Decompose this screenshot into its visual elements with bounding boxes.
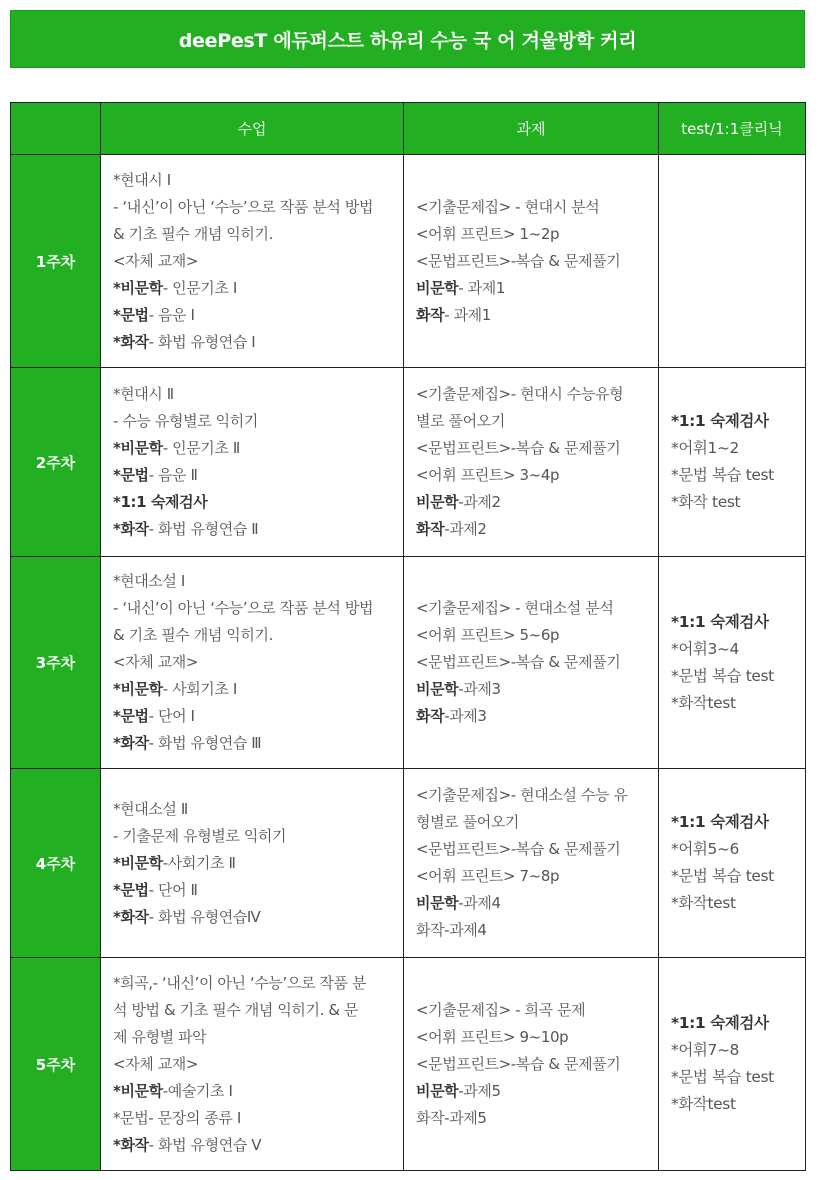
line-text: - 음운 Ⅰ <box>148 305 195 324</box>
class-cell <box>101 958 404 1171</box>
line-text: *화작test <box>671 894 736 912</box>
cell-line <box>416 622 648 649</box>
cell-line <box>113 1024 393 1051</box>
week-label: 1주차 <box>11 155 101 368</box>
header-empty <box>11 103 101 155</box>
bold-label: 비문학 <box>416 278 459 297</box>
cell-line <box>671 435 795 462</box>
cell-line <box>671 663 795 690</box>
test-cell <box>659 958 806 1171</box>
line-text: *어휘5~6 <box>671 840 740 858</box>
line-text: - 수능 유형별로 익히기 <box>113 412 258 430</box>
cell-line <box>416 275 648 302</box>
cell-line <box>113 649 393 676</box>
line-text: -예술기초 Ⅰ <box>162 1081 233 1100</box>
bold-label: 비문학 <box>416 680 459 698</box>
test-cell <box>659 557 806 769</box>
cell-line <box>113 516 393 543</box>
table-body <box>11 155 806 1171</box>
bold-label: *1:1 숙제검사 <box>671 612 769 631</box>
line-text: *희곡,- ‘내신’이 아닌 ‘수능’으로 작품 분 <box>113 973 367 992</box>
cell-line <box>416 997 648 1024</box>
header-test: test/1:1클리닉 <box>659 103 806 155</box>
line-text: <문법프린트>-복습 & 문제풀기 <box>416 653 621 671</box>
header-class: 수업 <box>101 103 404 155</box>
line-text: <어휘 프린트> 3~4p <box>416 466 560 484</box>
test-cell <box>659 155 806 368</box>
line-text: & 기초 필수 개념 익히기. <box>113 224 273 243</box>
cell-line <box>416 194 648 221</box>
line-text: *어휘3~4 <box>671 639 740 658</box>
cell-line <box>671 836 795 863</box>
cell-line <box>416 809 648 836</box>
bold-label: 화작 <box>416 305 445 324</box>
table-row <box>11 368 806 557</box>
cell-line <box>416 917 648 944</box>
cell-line <box>113 904 393 931</box>
line-text: <어휘 프린트> 7~8p <box>416 867 560 885</box>
line-text: 화작-과제5 <box>416 1108 487 1127</box>
bold-label: 비문학 <box>416 493 459 511</box>
cell-line <box>113 489 393 516</box>
cell-line <box>671 690 795 717</box>
line-text: -과제3 <box>444 707 487 725</box>
line-text: *현대소설 Ⅱ <box>113 799 188 818</box>
cell-line <box>671 408 795 435</box>
bold-label: *1:1 숙제검사 <box>671 813 769 831</box>
line-text: *화작test <box>671 693 736 712</box>
line-text: *어휘1~2 <box>671 439 740 457</box>
cell-line <box>671 1037 795 1064</box>
bold-label: *1:1 숙제검사 <box>113 493 208 511</box>
cell-line <box>416 489 648 516</box>
cell-line <box>416 516 648 543</box>
cell-line <box>416 302 648 329</box>
line-text: - ‘내신’이 아닌 ‘수능’으로 작품 분석 방법 <box>113 599 374 617</box>
cell-line <box>113 622 393 649</box>
bold-label: *문법 <box>113 466 149 484</box>
line-text: 형별로 풀어오기 <box>416 813 519 831</box>
bold-label: *비문학 <box>113 1081 163 1100</box>
line-text: *화작 test <box>671 493 741 511</box>
line-text: - ‘내신’이 아닌 ‘수능’으로 작품 분석 방법 <box>113 197 374 216</box>
class-cell <box>101 155 404 368</box>
task-cell <box>404 557 659 769</box>
line-text: <문법프린트>-복습 & 문제풀기 <box>416 439 621 457</box>
cell-line <box>416 649 648 676</box>
bold-label: 비문학 <box>416 894 459 912</box>
cell-line <box>416 863 648 890</box>
class-cell <box>101 368 404 557</box>
week-label: 2주차 <box>11 368 101 557</box>
cell-line <box>113 568 393 595</box>
cell-line <box>671 1091 795 1118</box>
line-text: *문법 복습 test <box>671 466 774 484</box>
bold-label: *비문학 <box>113 439 163 457</box>
cell-line <box>416 462 648 489</box>
line-text: <기출문제집>- 현대시 수능유형 <box>416 385 624 403</box>
cell-line <box>113 1132 393 1159</box>
header-task: 과제 <box>404 103 659 155</box>
cell-line <box>671 863 795 890</box>
bold-label: *문법 <box>113 707 149 725</box>
table-row <box>11 769 806 958</box>
bold-label: *비문학 <box>113 853 163 872</box>
line-text: 석 방법 & 기초 필수 개념 익히기. & 문 <box>113 1000 359 1019</box>
bold-label: 화작 <box>416 707 445 725</box>
cell-line <box>671 636 795 663</box>
bold-label: *문법 <box>113 305 149 324</box>
line-text: <자체 교재> <box>113 251 199 270</box>
cell-line <box>416 435 648 462</box>
line-text: - 화법 유형연습Ⅳ <box>148 907 261 926</box>
cell-line <box>113 595 393 622</box>
line-text: - 기출문제 유형별로 익히기 <box>113 826 287 845</box>
line-text: - 화법 유형연습 Ⅴ <box>148 1135 262 1154</box>
test-cell <box>659 368 806 557</box>
bold-label: *비문학 <box>113 680 163 698</box>
cell-line <box>416 408 648 435</box>
line-text: - 과제1 <box>458 278 505 297</box>
cell-line <box>416 381 648 408</box>
cell-line <box>113 1105 393 1132</box>
bold-label: *문법 <box>113 880 149 899</box>
cell-line <box>416 1051 648 1078</box>
cell-line <box>113 381 393 408</box>
cell-line <box>671 809 795 836</box>
line-text: - 단어 Ⅰ <box>148 707 195 725</box>
cell-line <box>416 836 648 863</box>
cell-line <box>416 890 648 917</box>
title-banner <box>10 10 805 68</box>
cell-line <box>113 997 393 1024</box>
class-cell <box>101 557 404 769</box>
curriculum-table <box>10 102 806 1171</box>
line-text: *어휘7~8 <box>671 1041 740 1059</box>
line-text: -과제2 <box>444 520 487 538</box>
cell-line <box>113 167 393 194</box>
line-text: *문법 복습 test <box>671 867 774 885</box>
cell-line <box>113 221 393 248</box>
line-text: *문법 복습 test <box>671 1068 774 1086</box>
cell-line <box>671 1010 795 1037</box>
table-row <box>11 557 806 769</box>
cell-line <box>113 676 393 703</box>
bold-label: *비문학 <box>113 278 163 297</box>
cell-line <box>416 782 648 809</box>
cell-line <box>113 435 393 462</box>
line-text: *문법- 문장의 종류 Ⅰ <box>113 1108 241 1127</box>
line-text: <문법프린트>-복습 & 문제풀기 <box>416 840 621 858</box>
task-cell <box>404 368 659 557</box>
line-text: <어휘 프린트> 9~10p <box>416 1027 569 1046</box>
line-text: 화작-과제4 <box>416 921 487 939</box>
line-text: <자체 교재> <box>113 653 199 671</box>
line-text: - 화법 유형연습 Ⅰ <box>148 332 256 351</box>
line-text: - 사회기초 Ⅰ <box>162 680 237 698</box>
line-text: <기출문제집> - 현대시 분석 <box>416 197 600 216</box>
line-text: - 단어 Ⅱ <box>148 880 198 899</box>
line-text: 별로 풀어오기 <box>416 412 505 430</box>
cell-line <box>671 462 795 489</box>
cell-line <box>113 194 393 221</box>
line-text: 제 유형별 파악 <box>113 1027 207 1046</box>
line-text: *현대시 Ⅱ <box>113 385 174 403</box>
task-cell <box>404 155 659 368</box>
cell-line <box>113 1051 393 1078</box>
line-text: -과제3 <box>458 680 501 698</box>
bold-label: *화작 <box>113 520 149 538</box>
line-text: - 음운 Ⅱ <box>148 466 198 484</box>
cell-line <box>113 1078 393 1105</box>
line-text: <어휘 프린트> 1~2p <box>416 224 560 243</box>
cell-line <box>113 703 393 730</box>
cell-line <box>113 329 393 356</box>
line-text: - 과제1 <box>444 305 491 324</box>
line-text: <문법프린트>-복습 & 문제풀기 <box>416 251 621 270</box>
line-text: <기출문제집> - 현대소설 분석 <box>416 599 614 617</box>
line-text: <어휘 프린트> 5~6p <box>416 626 560 644</box>
cell-line <box>416 676 648 703</box>
cell-line <box>113 730 393 757</box>
bold-label: *1:1 숙제검사 <box>671 412 769 430</box>
week-label: 5주차 <box>11 958 101 1171</box>
week-label: 3주차 <box>11 557 101 769</box>
cell-line <box>416 1078 648 1105</box>
line-text: - 인문기초 Ⅰ <box>162 278 237 297</box>
cell-line <box>113 408 393 435</box>
cell-line <box>113 823 393 850</box>
cell-line <box>671 609 795 636</box>
line-text: <자체 교재> <box>113 1054 199 1073</box>
line-text: - 인문기초 Ⅱ <box>162 439 240 457</box>
bold-label: 비문학 <box>416 1081 459 1100</box>
line-text: *현대소설 Ⅰ <box>113 572 185 590</box>
cell-line <box>416 248 648 275</box>
bold-label: 화작 <box>416 520 445 538</box>
line-text: -사회기초 Ⅱ <box>162 853 236 872</box>
line-text: <기출문제집>- 현대소설 수능 유 <box>416 786 628 804</box>
line-text: - 화법 유형연습 Ⅱ <box>148 520 259 538</box>
line-text: & 기초 필수 개념 익히기. <box>113 626 273 644</box>
bold-label: *1:1 숙제검사 <box>671 1014 769 1032</box>
test-cell <box>659 769 806 958</box>
cell-line <box>416 703 648 730</box>
bold-label: *화작 <box>113 734 149 752</box>
cell-line <box>113 850 393 877</box>
cell-line <box>113 970 393 997</box>
cell-line <box>113 877 393 904</box>
bold-label: *화작 <box>113 1135 149 1154</box>
cell-line <box>416 1024 648 1051</box>
bold-label: *화작 <box>113 907 149 926</box>
cell-line <box>113 302 393 329</box>
cell-line <box>671 489 795 516</box>
cell-line <box>113 462 393 489</box>
cell-line <box>416 1105 648 1132</box>
line-text: <문법프린트>-복습 & 문제풀기 <box>416 1054 621 1073</box>
line-text: *문법 복습 test <box>671 666 774 685</box>
line-text: *현대시 Ⅰ <box>113 170 171 189</box>
table-row <box>11 155 806 368</box>
line-text: - 화법 유형연습 Ⅲ <box>148 734 262 752</box>
class-cell <box>101 769 404 958</box>
week-label: 4주차 <box>11 769 101 958</box>
line-text: -과제2 <box>458 493 501 511</box>
cell-line <box>113 796 393 823</box>
task-cell <box>404 769 659 958</box>
cell-line <box>113 248 393 275</box>
cell-line <box>113 275 393 302</box>
cell-line <box>671 1064 795 1091</box>
cell-line <box>416 595 648 622</box>
line-text: -과제4 <box>458 894 501 912</box>
line-text: <기출문제집> - 희곡 문제 <box>416 1000 586 1019</box>
line-text: -과제5 <box>458 1081 501 1100</box>
task-cell <box>404 958 659 1171</box>
table-row <box>11 958 806 1171</box>
cell-line <box>416 221 648 248</box>
header-row <box>11 103 806 155</box>
line-text: *화작test <box>671 1095 736 1113</box>
bold-label: *화작 <box>113 332 149 351</box>
cell-line <box>671 890 795 917</box>
page-title: deePesT 에듀퍼스트 하유리 수능 국 어 겨울방학 커리 <box>178 29 637 52</box>
